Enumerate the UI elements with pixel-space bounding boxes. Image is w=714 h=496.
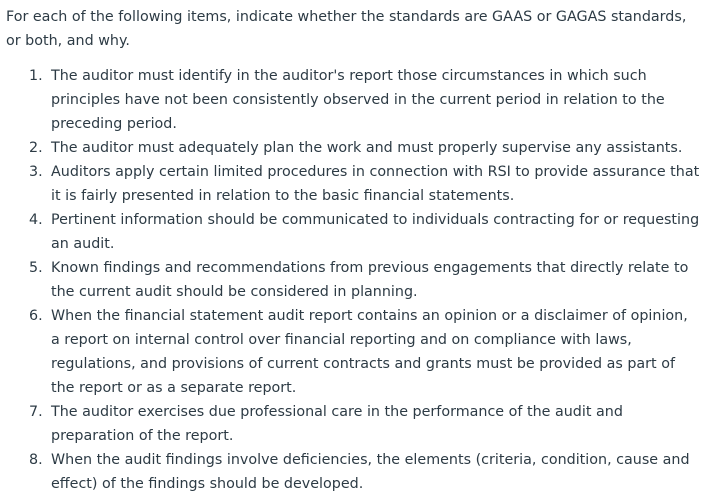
list-item-6 — [29, 304, 700, 400]
question-intro: For each of the following items, indicate whether the standards are GAAS or GAGAS standards, or both, and why. — [6, 9, 687, 49]
list-item-8 — [29, 448, 700, 496]
item-number: 7. — [29, 404, 43, 420]
item-number: 5. — [29, 260, 43, 276]
item-text: Known findings and recommendations from previous engagements that directly relate to the current audit should be considered in planning. — [51, 260, 689, 300]
item-number: 6. — [29, 308, 43, 324]
item-number: 1. — [29, 68, 43, 84]
item-text: The auditor exercises due professional care in the performance of the audit and preparation of the report. — [51, 404, 623, 444]
list-item-5 — [29, 256, 700, 304]
item-text: Auditors apply certain limited procedures in connection with RSI to provide assurance that it is fairly presented in relation to the basic financial statements. — [51, 164, 700, 204]
item-text: The auditor must adequately plan the work and must properly supervise any assistants. — [51, 140, 683, 156]
item-text: When the financial statement audit report contains an opinion or a disclaimer of opinion, a report on internal control over financial reporting and on compliance with laws, regulations, and provisions of current contracts and grants must be provided as part of the report or as a separate report. — [51, 308, 688, 396]
list-item-3 — [29, 160, 700, 208]
list-item-7 — [29, 400, 700, 448]
item-number: 2. — [29, 140, 43, 156]
item-list — [6, 64, 700, 496]
list-item-4 — [29, 208, 700, 256]
item-number: 3. — [29, 164, 43, 180]
item-number: 8. — [29, 452, 43, 468]
item-text: When the audit findings involve deficiencies, the elements (criteria, condition, cause and effect) of the findings should be developed. — [51, 452, 690, 492]
item-text: Pertinent information should be communicated to individuals contracting for or requesting an audit. — [51, 212, 700, 252]
list-item-2 — [29, 136, 700, 160]
item-text: The auditor must identify in the auditor's report those circumstances in which such principles have not been consistently observed in the current period in relation to the preceding period. — [51, 68, 665, 132]
item-number: 4. — [29, 212, 43, 228]
list-item-1 — [29, 64, 700, 136]
